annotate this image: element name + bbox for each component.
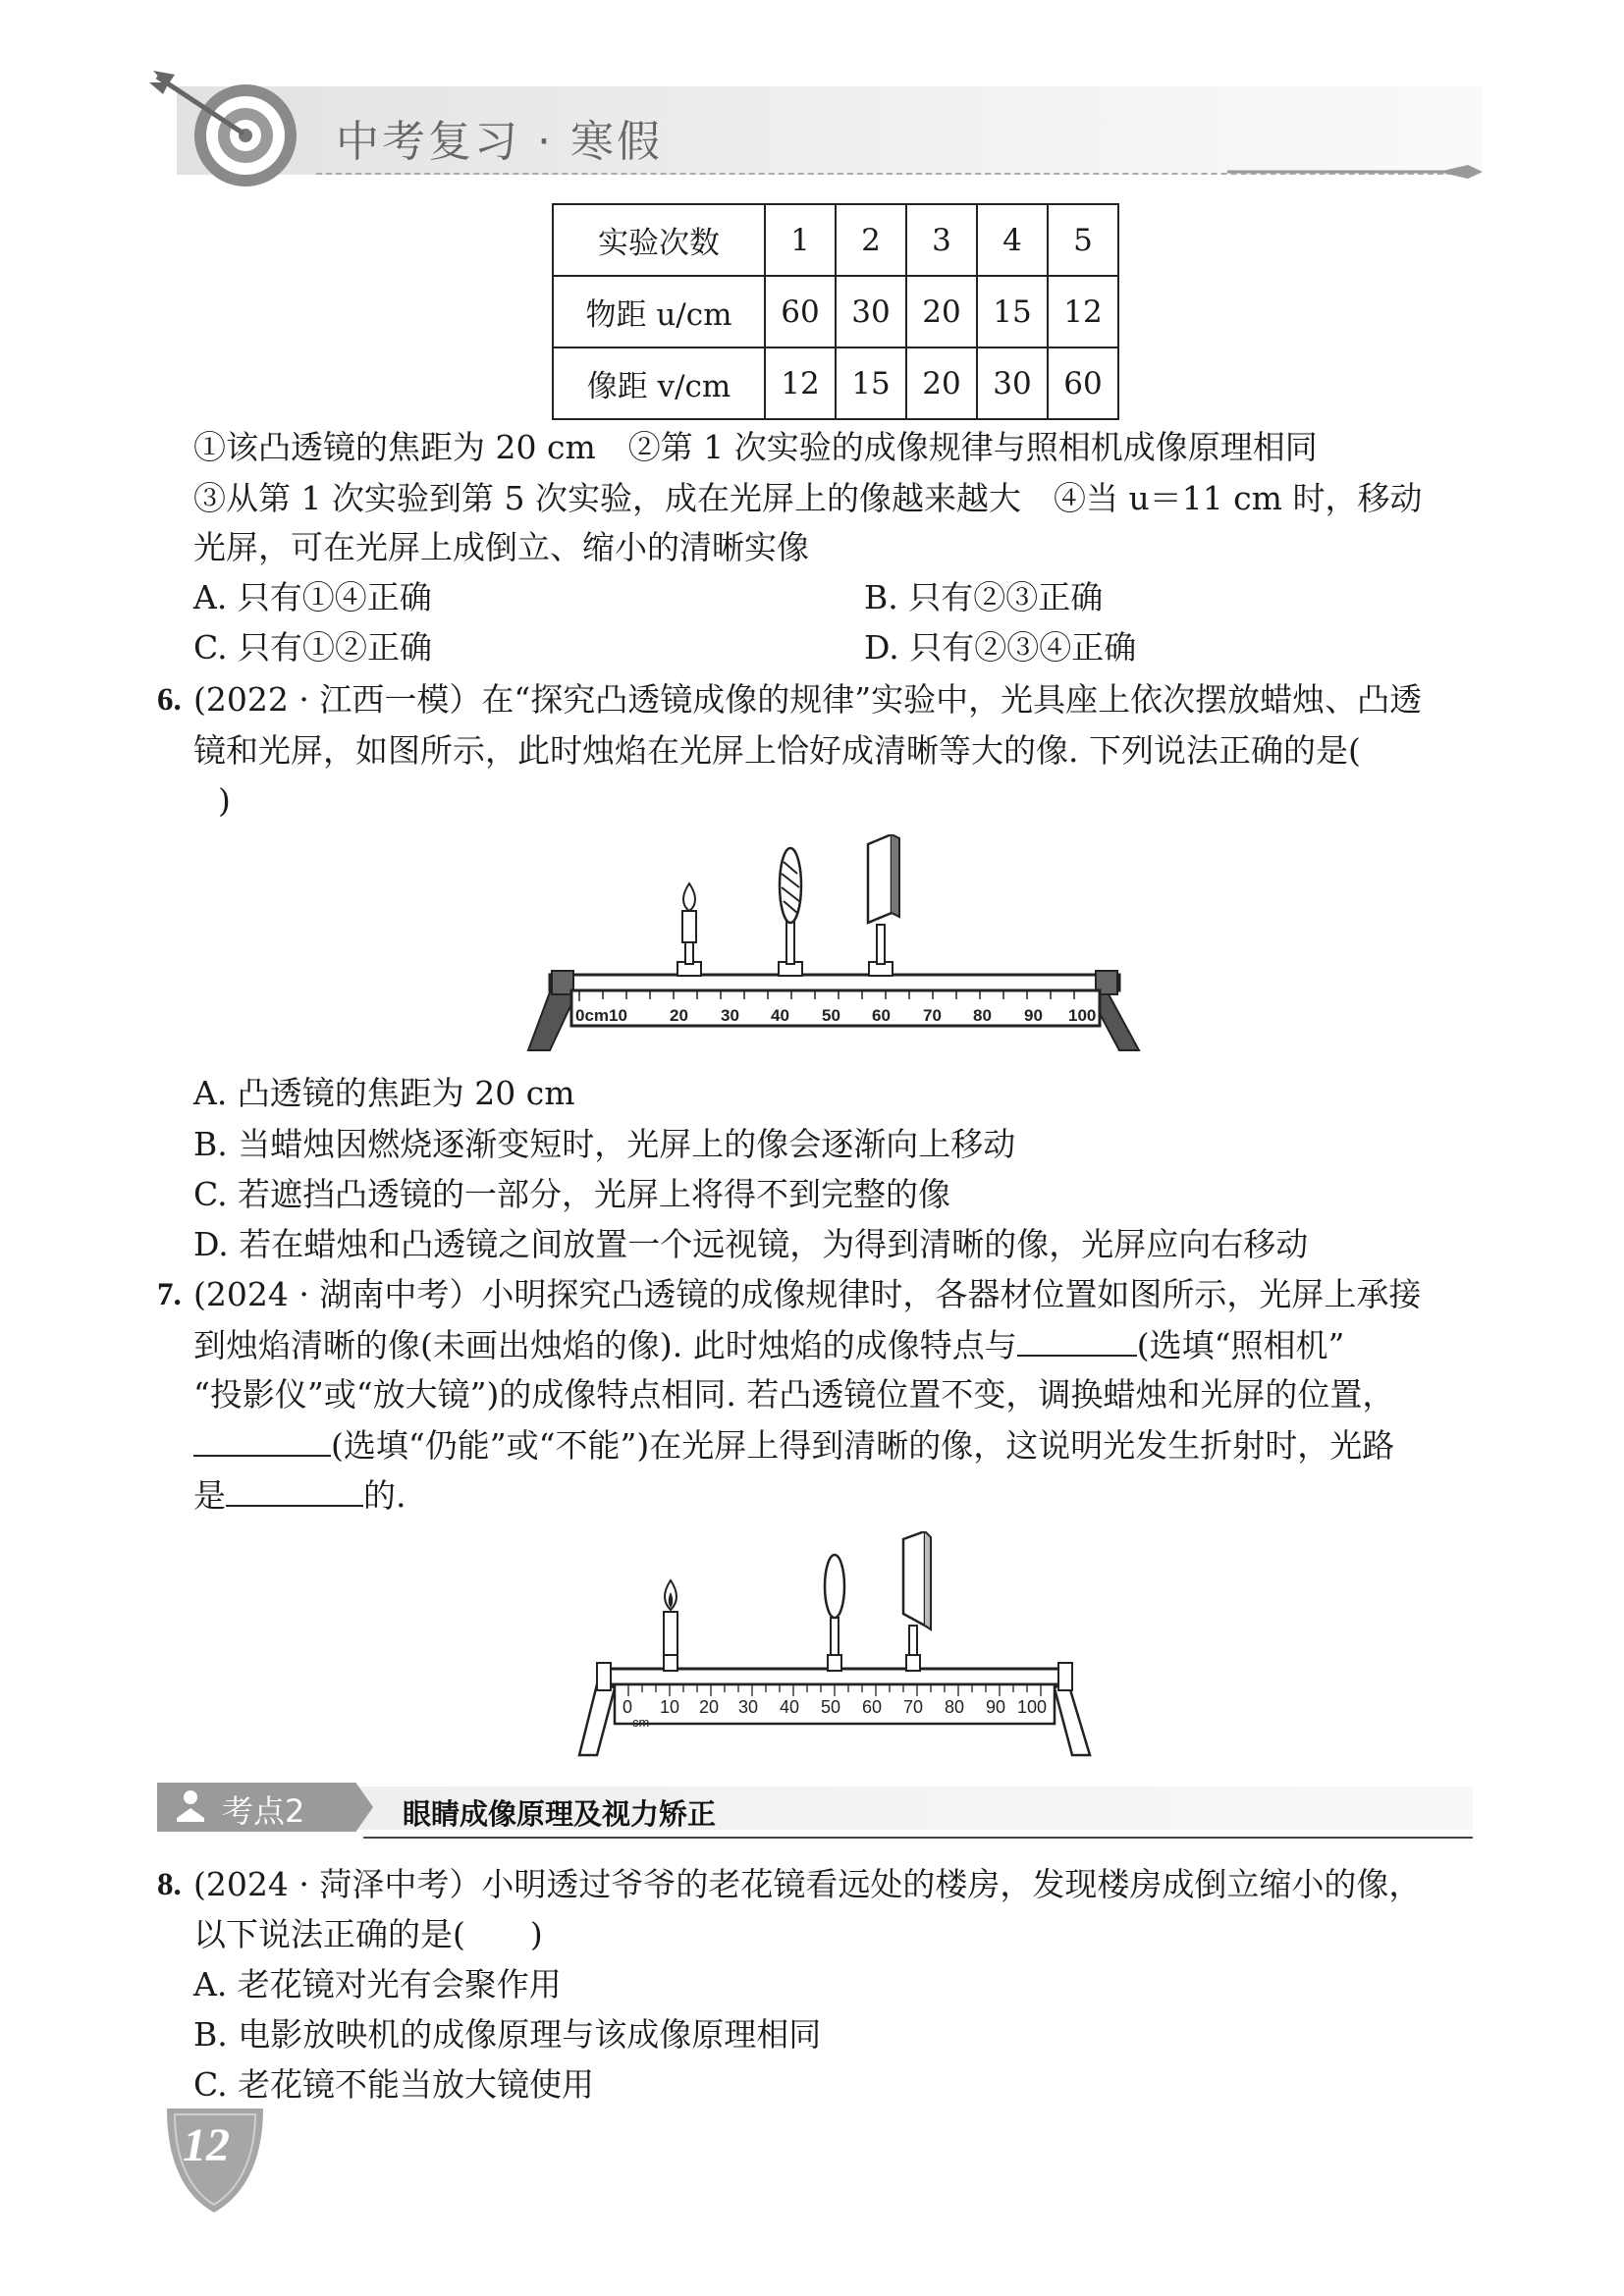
q8-stem-2: 以下说法正确的是( ): [193, 1915, 543, 1953]
q6-option-c: C. 若遮挡凸透镜的一部分，光屏上将得不到完整的像: [193, 1175, 951, 1213]
q8-option-a: A. 老花镜对光有会聚作用: [193, 1965, 562, 2003]
q7-tick-label: 70: [903, 1697, 924, 1717]
q7-tick-label: 90: [986, 1697, 1006, 1717]
q6-tick-label: 0cm10: [575, 1006, 627, 1025]
light-screen-icon: [903, 1531, 931, 1671]
q6-tick-label: 40: [771, 1006, 789, 1025]
q8-number: 8.: [157, 1867, 182, 1902]
convex-lens-icon: [825, 1555, 844, 1671]
q7-blank-3[interactable]: [226, 1475, 363, 1507]
q8-option-c: C. 老花镜不能当放大镜使用: [193, 2065, 595, 2104]
candle-icon: [664, 1580, 677, 1671]
q6-tick-label: 20: [670, 1006, 688, 1025]
section-title: 眼睛成像原理及视力矫正: [403, 1797, 717, 1831]
q5-option-d: D. 只有②③④正确: [864, 628, 1137, 667]
section-header: [157, 1783, 1473, 1842]
q6-stem-2: 镜和光屏，如图所示，此时烛焰在光屏上恰好成清晰等大的像. 下列说法正确的是(: [193, 731, 1361, 770]
q7-blank-2[interactable]: [193, 1425, 331, 1457]
q7-tick-label: 60: [862, 1697, 883, 1717]
table-cell: 15: [836, 347, 906, 419]
table-cell: 物距 u/cm: [553, 276, 765, 347]
section-rule: [363, 1837, 1473, 1839]
table-row: [553, 276, 1118, 347]
header-title: 中考复习 · 寒假: [336, 117, 663, 167]
q5-statement-1: ①该凸透镜的焦距为 20 cm ②第 1 次实验的成像规律与照相机成像原理相同: [193, 428, 1318, 466]
target-arrow-icon: [147, 69, 304, 196]
table-cell: 30: [836, 276, 906, 347]
table-cell: 20: [906, 276, 977, 347]
q7-stem-5: [193, 1475, 406, 1516]
q7-stem-1: (2024 · 湖南中考）小明探究凸透镜的成像规律时，各器材位置如图所示，光屏上承接: [193, 1275, 1422, 1313]
q7-tick-label: 50: [821, 1697, 841, 1717]
q6-tick-label: 30: [721, 1006, 739, 1025]
table-cell: 1: [765, 204, 836, 276]
light-screen-icon: [868, 834, 899, 976]
page-number: 12: [183, 2119, 230, 2171]
q6-tick-label: 60: [872, 1006, 891, 1025]
q5-option-b: B. 只有②③正确: [864, 578, 1104, 616]
candle-icon: [677, 883, 701, 976]
q7-stem-5-start: 是: [193, 1476, 226, 1515]
experiment-table: [552, 203, 1119, 420]
table-cell: 2: [836, 204, 906, 276]
reader-icon: [171, 1789, 210, 1826]
table-cell: 像距 v/cm: [553, 347, 765, 419]
table-row: [553, 347, 1118, 419]
q8-stem-1: (2024 · 菏泽中考）小明透过爷爷的老花镜看远处的楼房，发现楼房成倒立缩小的像，: [193, 1865, 1422, 1903]
convex-lens-icon: [779, 848, 802, 976]
q7-stem-4-text: (选填“仍能”或“不能”)在光屏上得到清晰的像，这说明光发生折射时，光路: [331, 1426, 1395, 1465]
q5-statement-2: ③从第 1 次实验到第 5 次实验，成在光屏上的像越来越大 ④当 u＝11 cm 时，移动: [193, 479, 1423, 517]
table-cell: 3: [906, 204, 977, 276]
q7-stem-5-end: 的.: [363, 1476, 406, 1515]
q7-number: 7.: [157, 1277, 182, 1312]
table-row: [553, 204, 1118, 276]
q7-tick-label: 0: [623, 1697, 633, 1717]
table-cell: 12: [1048, 276, 1118, 347]
q8-option-b: B. 电影放映机的成像原理与该成像原理相同: [193, 2015, 822, 2054]
table-cell: 60: [1048, 347, 1118, 419]
q6-option-d: D. 若在蜡烛和凸透镜之间放置一个远视镜，为得到清晰的像，光屏应向右移动: [193, 1225, 1309, 1263]
q6-option-a: A. 凸透镜的焦距为 20 cm: [193, 1074, 575, 1112]
q7-tick-label: 10: [660, 1697, 680, 1717]
q6-tick-label: 100: [1068, 1006, 1097, 1025]
q6-tick-label: 50: [822, 1006, 840, 1025]
table-cell: 60: [765, 276, 836, 347]
table-cell: 实验次数: [553, 204, 765, 276]
page-header: [0, 0, 1624, 187]
q7-stem-3: “投影仪”或“放大镜”)的成像特点相同. 若凸透镜位置不变，调换蜡烛和光屏的位置，: [193, 1375, 1395, 1414]
table-cell: 12: [765, 347, 836, 419]
q6-option-b: B. 当蜡烛因燃烧逐渐变短时，光屏上的像会逐渐向上移动: [193, 1125, 1016, 1163]
table-cell: 4: [977, 204, 1048, 276]
q6-tick-label: 90: [1024, 1006, 1043, 1025]
q7-stem-2-hint: (选填“照相机”: [1136, 1326, 1345, 1364]
q7-stem-2: [193, 1325, 1344, 1365]
section-badge-label: 考点2: [222, 1792, 305, 1830]
q6-stem-3: ): [218, 781, 231, 820]
q7-tick-label: 20: [699, 1697, 720, 1717]
q6-number: 6.: [157, 682, 182, 718]
q5-statement-3: 光屏，可在光屏上成倒立、缩小的清晰实像: [193, 528, 809, 566]
q7-tick-label: 100: [1017, 1697, 1048, 1717]
q6-tick-label: 70: [923, 1006, 942, 1025]
q5-option-a: A. 只有①④正确: [193, 578, 432, 616]
q7-blank-1[interactable]: [1017, 1325, 1137, 1357]
q7-optical-bench-figure: [569, 1531, 1100, 1767]
q7-unit-label: cm: [632, 1715, 650, 1730]
q7-tick-label: 30: [738, 1697, 759, 1717]
table-cell: 30: [977, 347, 1048, 419]
table-cell: 20: [906, 347, 977, 419]
q7-tick-label: 80: [945, 1697, 965, 1717]
q6-tick-label: 80: [973, 1006, 992, 1025]
q5-option-c: C. 只有①②正确: [193, 628, 433, 667]
q7-stem-4: [193, 1425, 1394, 1466]
q7-stem-2-text: 到烛焰清晰的像(未画出烛焰的像). 此时烛焰的成像特点与: [193, 1326, 1017, 1364]
table-cell: 5: [1048, 204, 1118, 276]
arrow-tail-icon: [1227, 157, 1483, 187]
q6-optical-bench-figure: [520, 834, 1149, 1060]
q6-stem-1: (2022 · 江西一模）在“探究凸透镜成像的规律”实验中，光具座上依次摆放蜡烛、凸透: [193, 680, 1423, 719]
table-cell: 15: [977, 276, 1048, 347]
q7-tick-label: 40: [780, 1697, 800, 1717]
